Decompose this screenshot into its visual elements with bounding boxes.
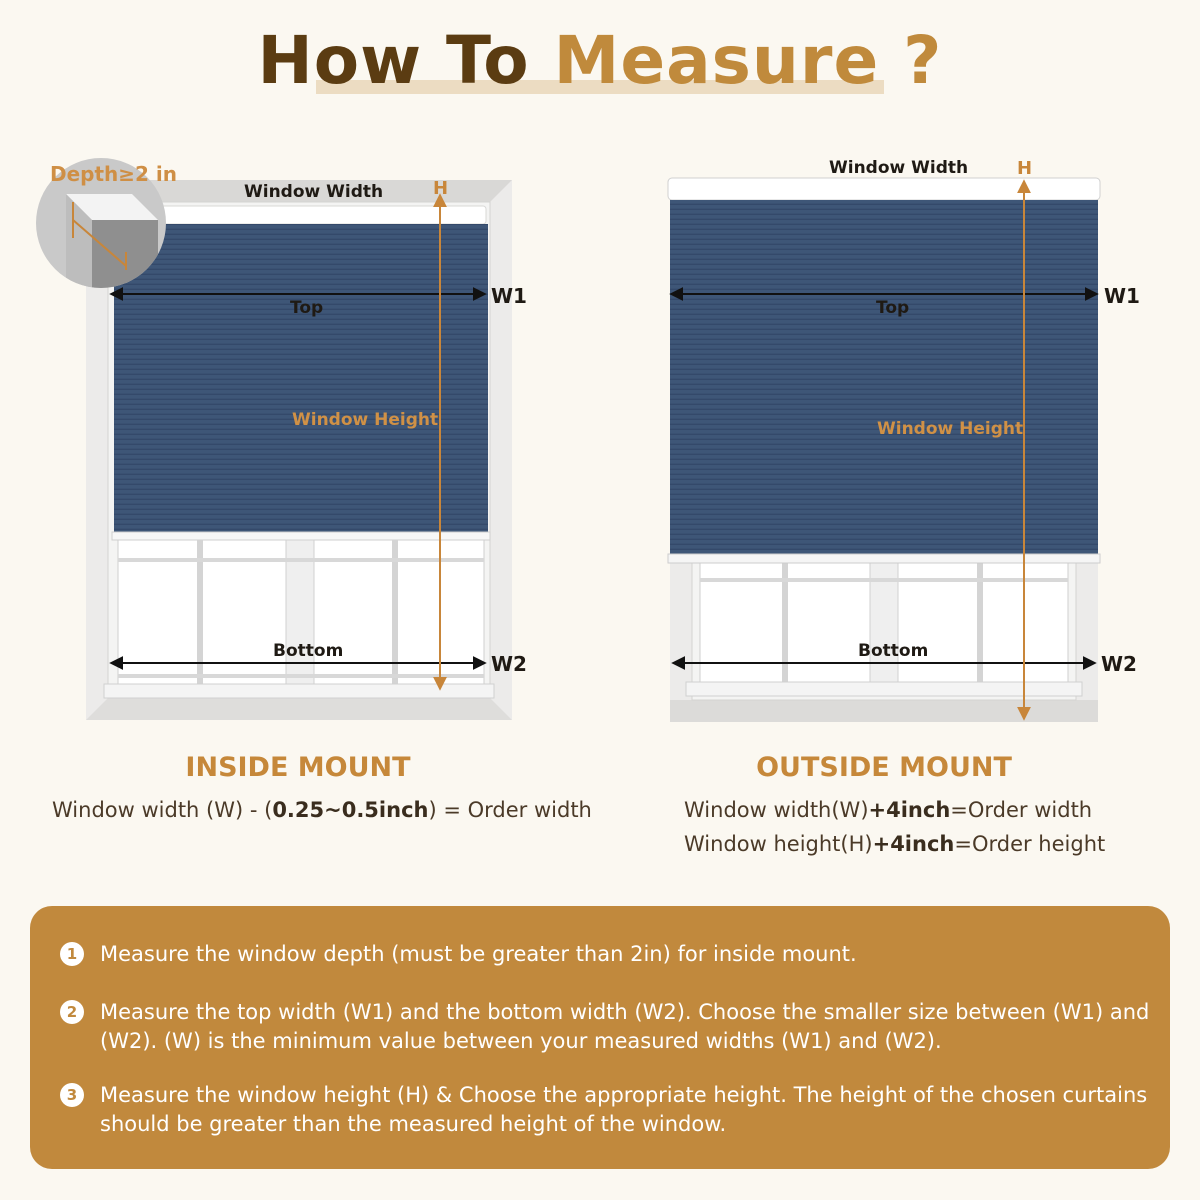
outside-formula-height: [684, 832, 1105, 856]
outside-mount-title: OUTSIDE MOUNT: [756, 752, 1012, 783]
outside-top-label: Top: [876, 298, 910, 318]
inside-h-label: H: [433, 178, 449, 199]
title-part-1: How To: [257, 22, 530, 99]
inside-formula-prefix: Window width (W) - (: [52, 798, 273, 822]
outside-line2-prefix: Window height(H): [684, 832, 873, 856]
step-number-icon: 2: [60, 1000, 84, 1024]
outside-formula-width: [684, 798, 1092, 822]
inside-mount-formula: [52, 798, 592, 822]
outside-w1-label: W1: [1104, 284, 1140, 308]
step-number-icon: 3: [60, 1083, 84, 1107]
outside-line1-suffix: =Order width: [950, 798, 1093, 822]
step-number-icon: 1: [60, 942, 84, 966]
outside-window-width-label: Window Width: [829, 158, 969, 178]
step-3-text: Measure the window height (H) & Choose the appropriate height. The height of the chosen curtains should be greater than the measured height of the window.: [100, 1083, 1148, 1136]
inside-formula-suffix: ) = Order width: [428, 798, 592, 822]
outside-line2-suffix: =Order height: [954, 832, 1106, 856]
depth-label: Depth≥2 in: [50, 162, 178, 186]
step-1-text: Measure the window depth (must be greater than 2in) for inside mount.: [100, 942, 857, 966]
step-2-text: Measure the top width (W1) and the bottom width (W2). Choose the smaller size between (W1) and (W2). (W) is the minimum value between your measured widths (W1) and (W2).: [100, 1000, 1150, 1053]
step-3: [66, 1081, 1170, 1139]
instructions-panel: [30, 906, 1170, 1169]
inside-top-label: Top: [290, 298, 324, 318]
inside-mount-title: INSIDE MOUNT: [185, 752, 411, 783]
step-2: [66, 998, 1170, 1056]
outside-h-label: H: [1017, 158, 1033, 179]
inside-w2-label: W2: [491, 652, 527, 676]
outside-line1-bold: +4inch: [868, 798, 951, 822]
inside-window-width-label: Window Width: [244, 182, 384, 202]
inside-bottom-label: Bottom: [273, 641, 344, 661]
outside-window-height-label: Window Height: [877, 419, 1024, 439]
inside-shade: [114, 224, 488, 534]
inside-window-height-label: Window Height: [292, 410, 439, 430]
outside-shade: [670, 200, 1098, 556]
inside-w1-label: W1: [491, 284, 527, 308]
step-1: [66, 940, 1170, 969]
outside-line2-bold: +4inch: [872, 832, 955, 856]
outside-line1-prefix: Window width(W): [684, 798, 869, 822]
title-part-2: Measure ?: [553, 22, 943, 99]
outside-w2-label: W2: [1101, 652, 1137, 676]
outside-bottom-label: Bottom: [858, 641, 929, 661]
inside-formula-bold: 0.25~0.5inch: [272, 798, 429, 822]
